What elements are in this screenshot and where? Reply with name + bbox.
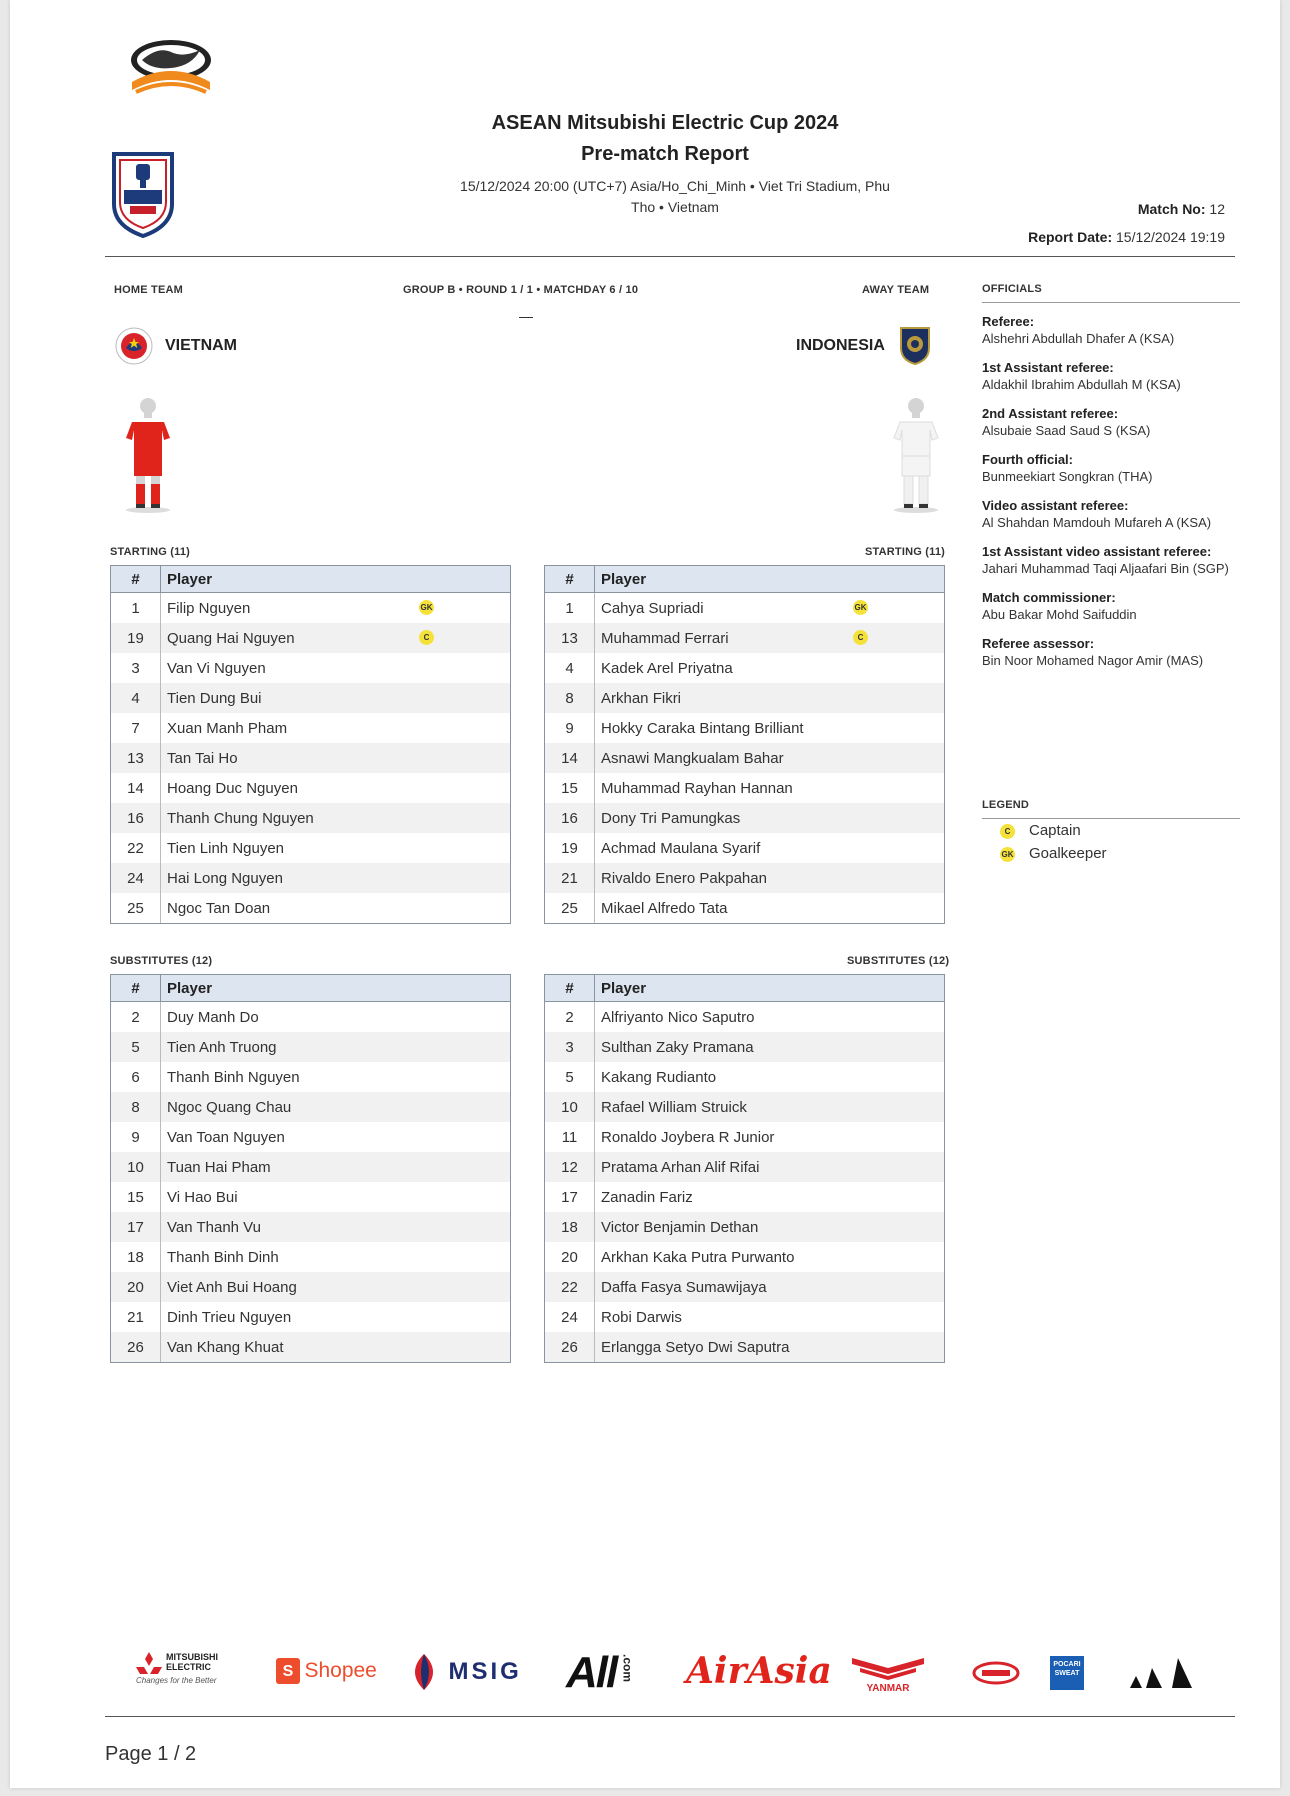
col-number: # [111,566,161,593]
table-row [545,1242,945,1272]
table-row [545,803,945,833]
player-name: Asnawi Mangkualam Bahar [601,749,784,767]
table-row [111,683,511,713]
player-name: Van Khang Khuat [167,1338,284,1356]
player-number: 22 [545,1272,595,1302]
player-name-cell [595,833,945,863]
table-row [111,773,511,803]
player-name-cell [161,863,511,893]
officials-heading: OFFICIALS [982,283,1042,295]
player-name-cell [595,1002,945,1033]
sponsor-shopee-logo: S Shopee [276,1658,377,1684]
player-name-cell [161,1302,511,1332]
player-name: Ngoc Quang Chau [167,1098,292,1116]
away-team-name: INDONESIA [796,337,885,354]
officials-divider [982,302,1240,303]
player-name: Thanh Chung Nguyen [167,809,314,827]
table-row [545,863,945,893]
sponsor-all-logo: All .com [566,1648,635,1697]
footer-divider [105,1716,1235,1717]
player-name: Achmad Maulana Syarif [601,839,761,857]
player-number: 8 [545,683,595,713]
legend-heading: LEGEND [982,799,1030,811]
sponsor-airasia-logo: AirAsia [686,1650,832,1692]
player-name: Duy Manh Do [167,1008,259,1026]
player-name-cell [161,773,511,803]
player-name: Vi Hao Bui [167,1188,238,1206]
table-row [545,833,945,863]
table-header-row [545,975,945,1002]
player-name: Tuan Hai Pham [167,1158,271,1176]
player-name-cell [595,683,945,713]
player-name-cell [161,1332,511,1363]
player-number: 16 [111,803,161,833]
col-player: Player [595,975,945,1002]
table-row [111,1212,511,1242]
player-number: 4 [111,683,161,713]
home-kit-icon [118,394,178,519]
away-starting-table [544,565,945,924]
table-header-row [111,566,511,593]
player-number: 20 [545,1242,595,1272]
player-number: 18 [545,1212,595,1242]
player-name: Victor Benjamin Dethan [601,1218,759,1236]
table-row [111,1092,511,1122]
player-name: Ngoc Tan Doan [167,899,271,917]
player-number: 10 [545,1092,595,1122]
goalkeeper-badge-icon: GK [1000,847,1015,862]
player-name: Cahya Supriadi [601,599,704,617]
player-name-cell [161,743,511,773]
player-name-cell [595,893,945,924]
sponsor-pocari-logo: POCARI SWEAT [1050,1656,1084,1690]
player-name-cell [595,803,945,833]
table-row [111,893,511,924]
player-name-cell [595,1302,945,1332]
report-subtitle: Pre-match Report [581,143,749,165]
player-number: 4 [545,653,595,683]
col-player: Player [161,566,511,593]
player-name: Ronaldo Joybera R Junior [601,1128,775,1146]
player-number: 17 [545,1182,595,1212]
sponsor-beverage-logo [972,1660,1020,1691]
table-row [111,1302,511,1332]
player-name-cell [161,1152,511,1182]
player-name: Kakang Rudianto [601,1068,717,1086]
player-name: Van Toan Nguyen [167,1128,285,1146]
legend-divider [982,818,1240,819]
table-row [545,713,945,743]
player-name-cell [161,593,511,624]
score: — [519,308,533,324]
player-name-cell [595,773,945,803]
player-name: Thanh Binh Nguyen [167,1068,300,1086]
table-row [545,1152,945,1182]
player-number: 2 [111,1002,161,1033]
player-name: Van Vi Nguyen [167,659,266,677]
player-name-cell [161,893,511,924]
player-name: Sulthan Zaky Pramana [601,1038,754,1056]
captain-badge-icon: C [1000,824,1015,839]
official-fourth: Fourth official: Bunmeekiart Songkran (THA) [982,452,1153,484]
player-name: Van Thanh Vu [167,1218,261,1236]
player-number: 13 [111,743,161,773]
col-number: # [111,975,161,1002]
table-row [111,653,511,683]
player-name: Arkhan Fikri [601,689,682,707]
player-name-cell [595,713,945,743]
legend-goalkeeper: GK Goalkeeper [1001,845,1107,862]
player-name: Mikael Alfredo Tata [601,899,728,917]
home-starting-table [110,565,511,924]
away-starting-label: STARTING (11) [865,546,946,558]
report-date: Report Date: 15/12/2024 19:19 [1028,229,1225,245]
player-number: 26 [111,1332,161,1363]
player-number: 25 [545,893,595,924]
player-number: 14 [111,773,161,803]
player-number: 3 [111,653,161,683]
table-header-row [111,975,511,1002]
player-number: 8 [111,1092,161,1122]
home-subs-label: SUBSTITUTES (12) [110,955,213,967]
player-name-cell [161,1002,511,1033]
player-number: 15 [111,1182,161,1212]
player-name: Quang Hai Nguyen [167,629,295,647]
player-name-cell [595,1122,945,1152]
sponsor-msig-logo: MSIG [404,1652,522,1692]
player-name: Tien Dung Bui [167,689,262,707]
player-name-cell [595,623,945,653]
official-assistant-2: 2nd Assistant referee: Alsubaie Saad Saud S (KSA) [982,406,1151,438]
table-row [545,623,945,653]
player-name-cell [595,743,945,773]
table-row [545,593,945,624]
player-number: 22 [111,833,161,863]
player-number: 5 [111,1032,161,1062]
captain-badge-icon: C [853,630,868,645]
table-row [111,1122,511,1152]
player-number: 17 [111,1212,161,1242]
player-name: Pratama Arhan Alif Rifai [601,1158,760,1176]
table-row [545,1212,945,1242]
player-number: 3 [545,1032,595,1062]
table-row [111,1032,511,1062]
player-name-cell [595,1182,945,1212]
goalkeeper-badge-icon: GK [419,600,434,615]
home-substitutes-table [110,974,511,1363]
player-name: Rivaldo Enero Pakpahan [601,869,767,887]
player-number: 19 [111,623,161,653]
player-name-cell [161,1032,511,1062]
home-starting-label: STARTING (11) [110,546,191,558]
player-name-cell [161,653,511,683]
table-row [111,1272,511,1302]
official-assessor: Referee assessor: Bin Noor Mohamed Nagor Amir (MAS) [982,636,1204,668]
group-info: GROUP B • ROUND 1 / 1 • MATCHDAY 6 / 10 [403,284,639,296]
player-number: 21 [545,863,595,893]
player-name: Robi Darwis [601,1308,682,1326]
player-name: Thanh Binh Dinh [167,1248,279,1266]
table-row [545,1002,945,1033]
table-row [545,1062,945,1092]
official-assistant-1: 1st Assistant referee: Aldakhil Ibrahim Abdullah M (KSA) [982,360,1181,392]
player-name-cell [161,713,511,743]
player-name-cell [595,1332,945,1363]
player-number: 9 [545,713,595,743]
table-row [111,593,511,624]
player-name: Rafael William Struick [601,1098,747,1116]
player-name: Dinh Trieu Nguyen [167,1308,292,1326]
col-player: Player [161,975,511,1002]
player-number: 2 [545,1002,595,1033]
player-number: 21 [111,1302,161,1332]
player-name: Kadek Arel Priyatna [601,659,733,677]
player-name-cell [595,1032,945,1062]
report-title: ASEAN Mitsubishi Electric Cup 2024 [491,112,839,134]
table-row [545,1032,945,1062]
col-number: # [545,975,595,1002]
player-name: Viet Anh Bui Hoang [167,1278,297,1296]
table-row [545,653,945,683]
table-row [545,773,945,803]
player-number: 11 [545,1122,595,1152]
player-name: Muhammad Rayhan Hannan [601,779,793,797]
table-row [111,1182,511,1212]
player-number: 14 [545,743,595,773]
player-name: Tien Linh Nguyen [167,839,285,857]
away-subs-label: SUBSTITUTES (12) [847,955,950,967]
table-row [545,683,945,713]
player-name-cell [595,1242,945,1272]
player-number: 18 [111,1242,161,1272]
table-row [545,1182,945,1212]
match-number: Match No: 12 [1137,201,1225,217]
player-number: 16 [545,803,595,833]
player-number: 13 [545,623,595,653]
player-name-cell [595,1092,945,1122]
table-row [545,1122,945,1152]
player-name-cell [161,1092,511,1122]
player-name: Dony Tri Pamungkas [601,809,741,827]
player-name-cell [161,1062,511,1092]
table-row [111,803,511,833]
player-name-cell [161,833,511,863]
table-row [111,1242,511,1272]
player-name: Alfriyanto Nico Saputro [601,1008,755,1026]
table-row [545,743,945,773]
player-name-cell [161,1212,511,1242]
table-row [545,1272,945,1302]
player-number: 24 [111,863,161,893]
player-name-cell [595,1062,945,1092]
sponsor-mitsubishi-logo: MITSUBISHI ELECTRIC Changes for the Better [136,1652,219,1685]
table-row [545,1302,945,1332]
player-name: Daffa Fasya Sumawijaya [601,1278,767,1296]
player-name-cell [595,863,945,893]
player-number: 9 [111,1122,161,1152]
away-substitutes-table [544,974,945,1363]
legend-captain: C Captain [1000,822,1081,839]
official-referee: Referee: Alshehri Abdullah Dhafer A (KSA) [982,314,1175,346]
player-name: Tan Tai Ho [167,749,238,767]
player-name: Zanadin Fariz [601,1188,693,1206]
player-name: Hokky Caraka Bintang Brilliant [601,719,804,737]
player-number: 10 [111,1152,161,1182]
player-name: Filip Nguyen [167,599,251,617]
table-row [545,1332,945,1363]
player-name: Arkhan Kaka Putra Purwanto [601,1248,795,1266]
table-row [111,623,511,653]
report-sheet [10,0,1280,1788]
player-number: 25 [111,893,161,924]
player-number: 1 [545,593,595,624]
player-number: 15 [545,773,595,803]
indonesia-crest-icon [897,324,933,371]
player-name-cell [161,803,511,833]
player-name-cell [595,593,945,624]
table-row [545,893,945,924]
player-name: Tien Anh Truong [167,1038,277,1056]
header-divider [105,256,1235,257]
col-player: Player [595,566,945,593]
player-name-cell [161,1242,511,1272]
table-row [111,863,511,893]
page-number: Page 1 / 2 [105,1743,197,1765]
table-row [111,833,511,863]
away-kit-icon [886,394,946,519]
player-number: 7 [111,713,161,743]
player-number: 20 [111,1272,161,1302]
player-name: Muhammad Ferrari [601,629,729,647]
player-number: 26 [545,1332,595,1363]
vietnam-flag-icon [114,326,154,371]
official-commissioner: Match commissioner: Abu Bakar Mohd Saifuddin [982,590,1137,622]
col-number: # [545,566,595,593]
player-name-cell [595,653,945,683]
table-row [111,1152,511,1182]
player-name-cell [161,683,511,713]
player-number: 12 [545,1152,595,1182]
player-name-cell [595,1212,945,1242]
table-header-row [545,566,945,593]
table-row [111,1002,511,1033]
player-number: 6 [111,1062,161,1092]
player-name: Xuan Manh Pham [167,719,288,737]
sponsor-yanmar-logo: YANMAR [848,1654,928,1694]
player-name-cell [595,1272,945,1302]
away-team-label: AWAY TEAM [862,284,930,296]
player-name: Erlangga Setyo Dwi Saputra [601,1338,790,1356]
player-number: 5 [545,1062,595,1092]
player-name: Hoang Duc Nguyen [167,779,298,797]
table-row [545,1092,945,1122]
home-team-name: VIETNAM [165,337,237,354]
home-team-label: HOME TEAM [114,284,184,296]
player-name-cell [595,1152,945,1182]
player-name-cell [161,1122,511,1152]
player-number: 24 [545,1302,595,1332]
player-name-cell [161,623,511,653]
adidas-logo-icon [1128,1654,1208,1695]
match-datetime-venue: 15/12/2024 20:00 (UTC+7) Asia/Ho_Chi_Minh • Viet Tri Stadium, Phu Tho • Vietnam [460,178,890,215]
player-number: 19 [545,833,595,863]
table-row [111,1332,511,1363]
official-var: Video assistant referee: Al Shahdan Mamdouh Mufareh A (KSA) [982,498,1212,530]
captain-badge-icon: C [419,630,434,645]
player-number: 1 [111,593,161,624]
officials-list [982,314,1240,671]
player-name: Hai Long Nguyen [167,869,283,887]
player-name-cell [161,1182,511,1212]
player-name-cell [161,1272,511,1302]
aff-logo [128,38,214,101]
table-row [111,743,511,773]
goalkeeper-badge-icon: GK [853,600,868,615]
table-row [111,1062,511,1092]
table-row [111,713,511,743]
official-avar: 1st Assistant video assistant referee: Jahari Muhammad Taqi Aljaafari Bin (SGP) [982,544,1229,576]
